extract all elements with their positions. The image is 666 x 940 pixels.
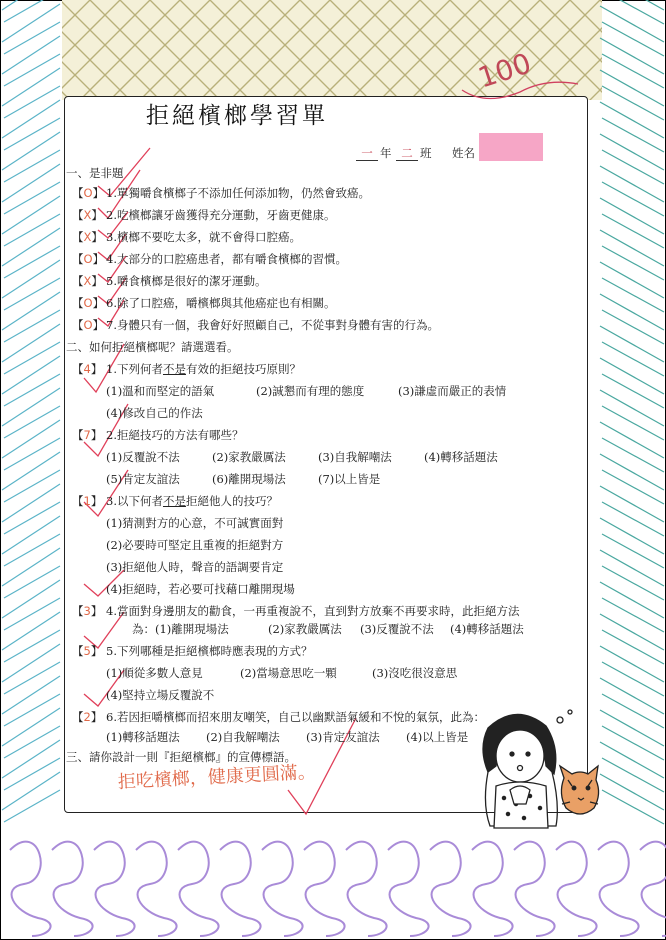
statement-text: 5.嚼食檳榔是很好的潔牙運動。 xyxy=(106,274,267,288)
section2-heading: 二、如何拒絕檳榔呢？請選選看。 xyxy=(66,340,239,354)
option: (2)必要時可堅定且重複的拒絕對方 xyxy=(106,538,284,552)
question-1-text: 1.下列何者不是有效的拒絕技巧原則？ xyxy=(106,362,301,376)
page-title: 拒絕檳榔學習單 xyxy=(146,103,328,129)
class-label: 班 xyxy=(420,146,432,160)
answer-mark: 4 xyxy=(83,362,91,376)
statement-text: 4.大部分的口腔癌患者，都有嚼食檳榔的習慣。 xyxy=(106,252,347,266)
option: (7)以上皆是 xyxy=(318,472,381,486)
option: (4)修改自己的作法 xyxy=(106,406,203,420)
option: (1)轉移話題法 xyxy=(106,730,180,744)
option: (1)猜測對方的心意，不可誠實面對 xyxy=(106,516,284,530)
option: (2)家教嚴厲法 xyxy=(212,450,286,464)
slogan-answer: 拒吃檳榔，健康更圓滿。 xyxy=(117,761,317,793)
option: (4)轉移話題法 xyxy=(450,622,524,636)
option: (2)自我解嘲法 xyxy=(206,730,280,744)
section3-heading: 三、請你設計一則『拒絕檳榔』的宣傳標語。 xyxy=(66,750,296,764)
section1-heading: 一、是非題 xyxy=(66,166,124,180)
answer-mark: X xyxy=(83,274,92,288)
class-value: 二 xyxy=(396,146,418,161)
statement-text: 3.檳榔不要吃太多，就不會得口腔癌。 xyxy=(106,230,301,244)
option: (4)以上皆是 xyxy=(406,730,469,744)
option: (4)堅持立場反覆說不 xyxy=(106,688,215,702)
answer-mark: O xyxy=(83,296,93,310)
option: (6)離開現場法 xyxy=(212,472,286,486)
option: (3)拒絕他人時，聲音的語調要肯定 xyxy=(106,560,284,574)
option: (1)溫和而堅定的語氣 xyxy=(106,384,215,398)
option: (3)反覆說不法 xyxy=(360,622,434,636)
statement-text: 1.單獨嚼食檳榔子不添加任何添加物，仍然會致癌。 xyxy=(106,186,370,200)
answer-mark: 1 xyxy=(83,494,91,508)
answer-mark: X xyxy=(83,230,92,244)
answer-mark: O xyxy=(83,318,93,332)
option: (4)拒絕時，若必要可找藉口離開現場 xyxy=(106,582,295,596)
statement-text: 6.除了口腔癌，嚼檳榔與其他癌症也有相關。 xyxy=(106,296,336,310)
question-4-text: 4.當面對身邊朋友的勸食，一再重複說不，直到對方放棄不再要求時，此拒絕方法 xyxy=(106,604,520,618)
answer-mark: 5 xyxy=(83,644,91,658)
option: (3)沒吃很沒意思 xyxy=(372,666,458,680)
option: (2)家教嚴厲法 xyxy=(268,622,342,636)
option: (3)自我解嘲法 xyxy=(318,450,392,464)
girl-and-cat-illustration xyxy=(460,708,610,840)
question-4-line2: 為：(1)離開現場法 xyxy=(132,622,229,636)
option: (2)當場意思吃一顆 xyxy=(240,666,337,680)
name-redacted-box xyxy=(479,133,543,161)
statement-text: 2.吃檳榔讓牙齒獲得充分運動，牙齒更健康。 xyxy=(106,208,336,222)
answer-mark: O xyxy=(83,186,93,200)
option: (4)轉移話題法 xyxy=(424,450,498,464)
answer-mark: X xyxy=(83,208,92,222)
statement-text: 7.身體只有一個，我會好好照顧自己，不從事對身體有害的行為。 xyxy=(106,318,439,332)
option: (5)肯定友誼法 xyxy=(106,472,180,486)
option: (3)謙虛而嚴正的表情 xyxy=(398,384,507,398)
option: (3)肯定友誼法 xyxy=(306,730,380,744)
grade-value: 一 xyxy=(356,146,378,161)
question-5-text: 5.下列哪種是拒絕檳榔時應表現的方式？ xyxy=(106,644,313,658)
question-2-text: 2.拒絕技巧的方法有哪些？ xyxy=(106,428,244,442)
name-label: 姓名 xyxy=(452,146,475,160)
question-6-text: 6.若因拒嚼檳榔而招來朋友嘲笑，自己以幽默語氣緩和不悅的氣氛，此為： xyxy=(106,710,485,724)
question-3-text: 3.以下何者不是拒絕他人的技巧？ xyxy=(106,494,278,508)
answer-mark: O xyxy=(83,252,93,266)
answer-mark: 7 xyxy=(83,428,91,442)
option: (1)反覆說不法 xyxy=(106,450,180,464)
answer-mark: 2 xyxy=(83,710,91,724)
score-mark: 100 xyxy=(474,46,536,95)
answer-mark: 3 xyxy=(83,604,91,618)
option: (2)誠懇而有理的態度 xyxy=(256,384,365,398)
option: (1)順從多數人意見 xyxy=(106,666,203,680)
grade-label: 年 xyxy=(380,146,392,160)
